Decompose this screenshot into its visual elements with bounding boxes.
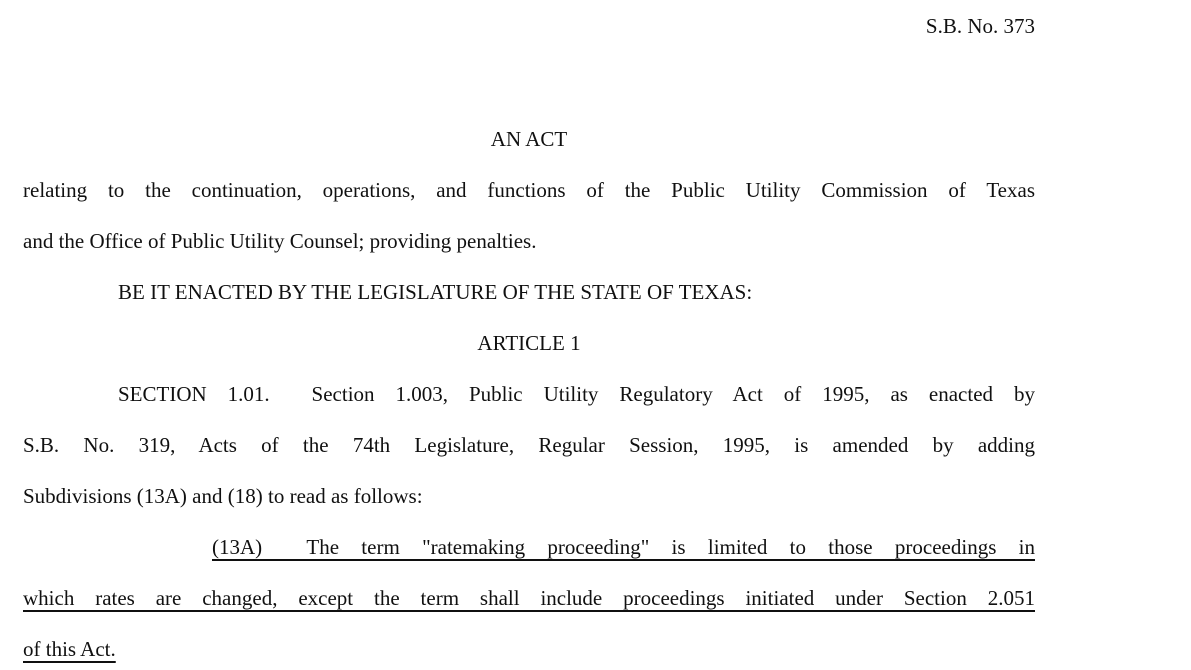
section-1-01-line-2: S.B. No. 319, Acts of the 74th Legislature, Regular Session, 1995, is amended by adding (23, 433, 1035, 457)
article-heading: ARTICLE 1 (477, 331, 581, 355)
act-heading: AN ACT (490, 127, 568, 151)
caption-line-1: relating to the continuation, operations, and functions of the Public Utility Commission of Texas (23, 178, 1035, 202)
subdivision-13a-line-2: which rates are changed, except the term shall include proceedings initiated under Section 2.051 (23, 586, 1035, 610)
bill-number: S.B. No. 373 (925, 14, 1035, 38)
subdivision-13a-line-1: (13A) The term "ratemaking proceeding" is limited to those proceedings in (212, 535, 1035, 559)
enacting-clause: BE IT ENACTED BY THE LEGISLATURE OF THE STATE OF TEXAS: (118, 280, 753, 304)
section-1-01-line-1: SECTION 1.01. Section 1.003, Public Utility Regulatory Act of 1995, as enacted by (118, 382, 1035, 406)
bill-text-body (23, 114, 1035, 670)
section-1-01-line-3: Subdivisions (13A) and (18) to read as follows: (23, 484, 423, 508)
subdivision-13a-line-3: of this Act. (23, 637, 116, 661)
caption-line-2: and the Office of Public Utility Counsel; providing penalties. (23, 229, 537, 253)
